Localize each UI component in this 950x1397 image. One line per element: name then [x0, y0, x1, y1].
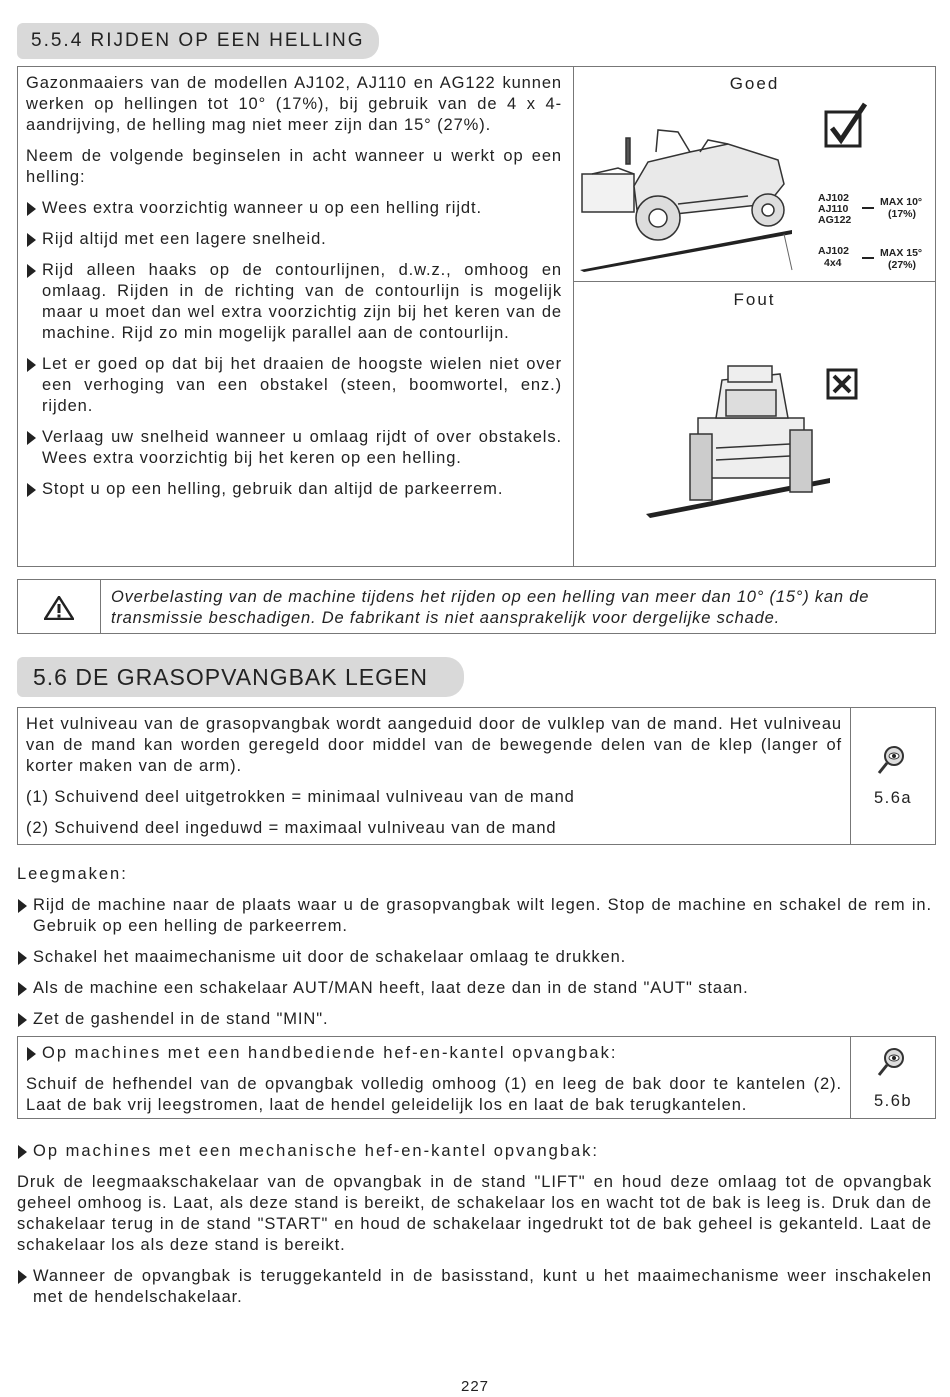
- models-b-2: 4x4: [824, 257, 842, 269]
- bullet-arrow-icon: [27, 233, 36, 247]
- mower-cross-slope-illustration: [630, 360, 870, 522]
- models-a-1: AJ102: [818, 192, 849, 204]
- bullet-arrow-icon: [18, 951, 27, 965]
- bullet-arrow-icon: [18, 1270, 27, 1284]
- figure-ref-5-6a: 5.6a: [873, 789, 913, 807]
- bullet-arrow-icon: [27, 264, 36, 278]
- magnifier-icon: [876, 1046, 906, 1078]
- slope-bullet: Rijd alleen haaks op de contourlijnen, d.w.z., omhoog en omlaag. Rijden in de richting van de contourlijn is mogelijk maar u moet dan wel extra voorzichtig zijn bij het keren van de machine. Rijd zo min mogelijk parallel aan de contourlijn.: [26, 260, 562, 344]
- pct-b: (27%): [888, 259, 917, 271]
- models-b-1: AJ102: [818, 245, 849, 257]
- figure-ref-5-6b: 5.6b: [873, 1092, 913, 1110]
- fill-level-text-column: [26, 714, 842, 839]
- empty-steps: [17, 895, 932, 1030]
- fill-level-line-2: (2) Schuivend deel ingeduwd = maximaal vulniveau van de mand: [26, 819, 557, 837]
- fill-level-line-1: (1) Schuivend deel uitgetrokken = minimaal vulniveau van de mand: [26, 788, 575, 806]
- slope-bullet: Rijd altijd met een lagere snelheid.: [26, 229, 562, 250]
- bullet-arrow-icon: [27, 1047, 36, 1061]
- mechanical-last-step: Wanneer de opvangbak is teruggekanteld in de basisstand, kunt u het maaimechanisme weer inschakelen met de hendelschakelaar.: [17, 1266, 932, 1308]
- mechanical-heading: Op machines met een mechanische hef-en-kantel opvangbak:: [17, 1141, 932, 1162]
- mechanical-section: [17, 1141, 932, 1308]
- figure-good-caption: Goed: [729, 74, 780, 93]
- slope-bullet: Stopt u op een helling, gebruik dan altijd de parkeerrem.: [26, 479, 562, 500]
- warning-text: Overbelasting van de machine tijdens het rijden op een helling van meer dan 10° (15°) kan de transmissie beschadigen. De fabrikant is niet aansprakelijk voor dergelijke schade.: [111, 588, 870, 627]
- bullet-arrow-icon: [27, 431, 36, 445]
- bullet-arrow-icon: [18, 899, 27, 913]
- pct-a: (17%): [888, 208, 917, 220]
- warning-triangle-icon: [44, 596, 74, 620]
- max-b: MAX 15°: [880, 247, 923, 259]
- bullet-arrow-icon: [27, 483, 36, 497]
- manual-tilt-text-column: [26, 1043, 842, 1116]
- section-title-5-5-4: 5.5.4 RIJDEN OP EEN HELLING: [17, 23, 379, 59]
- models-a-2: AJ110: [818, 203, 849, 215]
- empty-step: Rijd de machine naar de plaats waar u de grasopvangbak wilt legen. Stop de machine en schakel de rem in. Gebruik op een helling de parkeerrem.: [17, 895, 932, 937]
- empty-step: Zet de gashendel in de stand "MIN".: [17, 1009, 932, 1030]
- slope-text-column: [26, 73, 562, 500]
- models-a-3: AG122: [818, 214, 852, 226]
- magnifier-icon: [876, 744, 906, 776]
- warning-divider: [100, 579, 101, 634]
- slope-bullet: Wees extra voorzichtig wanneer u op een helling rijdt.: [26, 198, 562, 219]
- mower-on-slope-illustration: [578, 100, 932, 278]
- section-title-5-6: 5.6 DE GRASOPVANGBAK LEGEN: [17, 657, 464, 697]
- page-number: 227: [460, 1378, 490, 1395]
- manual-tilt-text: Schuif de hefhendel van de opvangbak volledig omhoog (1) en leeg de bak door te kantelen (2). Laat de bak vrij leegstromen, laat de hendel geleidelijk los en laat de bak terugkantelen.: [26, 1075, 842, 1114]
- fill-level-divider: [850, 707, 851, 845]
- mechanical-text: Druk de leegmaakschakelaar van de opvangbak in de stand "LIFT" en houd deze omlaag tot de opvangbak geheel omhoog is. Laat, als deze stand is bereikt, de schakelaar los en wacht tot de bak is leeg is. Druk dan de schakelaar terug in de stand "START" en houd de schakelaar ingedrukt tot de bak geheel is gekanteld. Laat de schakelaar los als deze stand is bereikt.: [17, 1173, 932, 1254]
- max-a: MAX 10°: [880, 196, 923, 208]
- slope-bullet: Verlaag uw snelheid wanneer u omlaag rijdt of over obstakels. Wees extra voorzichtig bij het keren op een helling.: [26, 427, 562, 469]
- fill-level-text: Het vulniveau van de grasopvangbak wordt aangeduid door de vulklep van de mand. Het vulniveau van de mand kan worden geregeld door middel van de bewegende delen van de klep (langer of korter maken van de arm).: [26, 715, 842, 775]
- figure-bad-caption: Fout: [733, 290, 776, 309]
- slope-intro: Gazonmaaiers van de modellen AJ102, AJ110 en AG122 kunnen werken op hellingen tot 10° (17%), bij gebruik van de 4 x 4-aandrijving, de helling mag niet meer zijn dan 15° (27%).: [26, 74, 562, 134]
- empty-heading: Leegmaken:: [17, 865, 128, 883]
- bullet-arrow-icon: [27, 358, 36, 372]
- slope-principles: Neem de volgende beginselen in acht wanneer u werkt op een helling:: [26, 147, 562, 186]
- slope-bullet: Let er goed op dat bij het draaien de hoogste wielen niet over een verhoging van een obstakel (steen, boomwortel, enz.) rijden.: [26, 354, 562, 417]
- bullet-arrow-icon: [18, 1145, 27, 1159]
- manual-tilt-heading: Op machines met een handbediende hef-en-kantel opvangbak:: [26, 1043, 842, 1064]
- bullet-arrow-icon: [18, 982, 27, 996]
- bullet-arrow-icon: [18, 1013, 27, 1027]
- empty-step: Schakel het maaimechanisme uit door de schakelaar omlaag te drukken.: [17, 947, 932, 968]
- bullet-arrow-icon: [27, 202, 36, 216]
- empty-step: Als de machine een schakelaar AUT/MAN heeft, laat deze dan in de stand "AUT" staan.: [17, 978, 932, 999]
